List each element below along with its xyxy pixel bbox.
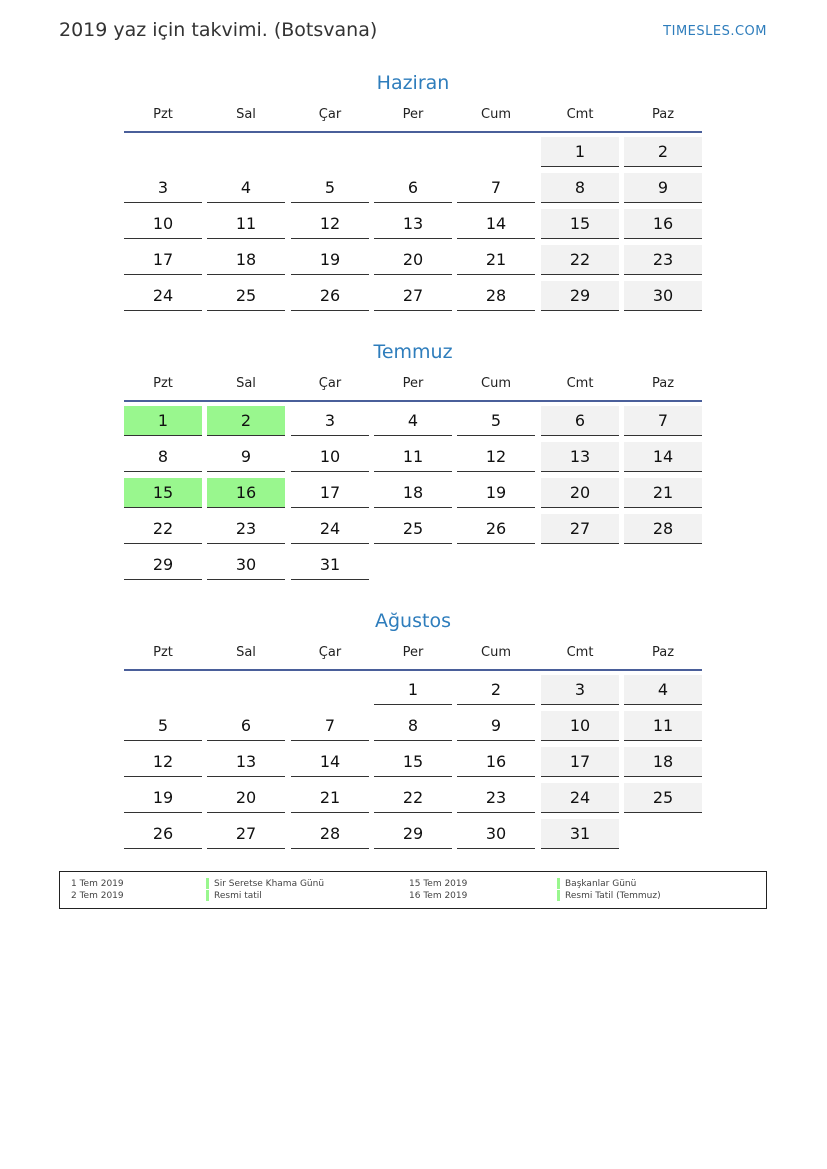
day-cell: 27 xyxy=(374,281,452,311)
day-cell: 25 xyxy=(374,514,452,544)
day-cell: 2 xyxy=(624,137,702,167)
day-cell: 15 xyxy=(374,747,452,777)
weekday-label: Pzt xyxy=(153,107,173,122)
legend-holiday xyxy=(557,890,661,902)
day-cell: 29 xyxy=(124,550,202,580)
day-cell: 31 xyxy=(291,550,369,580)
day-cell: 17 xyxy=(291,478,369,508)
day-cell: 4 xyxy=(207,173,285,203)
day-cell: 6 xyxy=(374,173,452,203)
weekday-label: Cmt xyxy=(566,645,594,660)
weekday-header xyxy=(124,101,702,133)
day-cell: 8 xyxy=(374,711,452,741)
day-cell: 30 xyxy=(457,819,535,849)
weekday-label: Paz xyxy=(651,376,675,391)
legend-name: Resmi Tatil (Temmuz) xyxy=(565,891,661,901)
day-cell: 12 xyxy=(124,747,202,777)
holiday-color-bar xyxy=(557,878,560,889)
week-grid xyxy=(124,406,702,586)
day-cell: 16 xyxy=(207,478,285,508)
weekday-label: Per xyxy=(402,645,424,660)
day-cell: 18 xyxy=(624,747,702,777)
day-cell: 11 xyxy=(374,442,452,472)
legend-name: Başkanlar Günü xyxy=(565,879,637,889)
day-cell: 7 xyxy=(624,406,702,436)
day-cell: 11 xyxy=(624,711,702,741)
day-cell: 30 xyxy=(624,281,702,311)
day-cell: 8 xyxy=(124,442,202,472)
day-cell: 28 xyxy=(624,514,702,544)
day-cell: 21 xyxy=(291,783,369,813)
legend-holiday xyxy=(206,890,262,902)
weekday-label: Cmt xyxy=(566,107,594,122)
day-cell: 25 xyxy=(207,281,285,311)
day-cell: 24 xyxy=(541,783,619,813)
legend-date: 15 Tem 2019 xyxy=(409,879,468,889)
day-cell: 25 xyxy=(624,783,702,813)
legend-holiday xyxy=(206,878,324,890)
week-grid xyxy=(124,137,702,317)
day-cell: 29 xyxy=(541,281,619,311)
legend-date: 1 Tem 2019 xyxy=(71,879,124,889)
day-cell: 9 xyxy=(207,442,285,472)
weekday-label: Cum xyxy=(481,107,511,122)
weekday-label: Sal xyxy=(236,107,256,122)
page-title: 2019 yaz için takvimi. (Botsvana) xyxy=(59,19,378,41)
weekday-label: Per xyxy=(402,107,424,122)
day-cell: 19 xyxy=(291,245,369,275)
month-title: Haziran xyxy=(376,72,450,94)
weekday-label: Paz xyxy=(651,645,675,660)
day-cell: 11 xyxy=(207,209,285,239)
day-cell: 30 xyxy=(207,550,285,580)
day-cell: 3 xyxy=(541,675,619,705)
legend-name: Resmi tatil xyxy=(214,891,262,901)
weekday-label: Çar xyxy=(318,107,342,122)
day-cell: 5 xyxy=(124,711,202,741)
day-cell: 23 xyxy=(624,245,702,275)
day-cell: 28 xyxy=(291,819,369,849)
month-june xyxy=(124,69,702,317)
holiday-color-bar xyxy=(206,878,209,889)
day-cell: 22 xyxy=(374,783,452,813)
day-cell: 15 xyxy=(124,478,202,508)
day-cell: 21 xyxy=(624,478,702,508)
day-cell: 7 xyxy=(291,711,369,741)
day-cell: 8 xyxy=(541,173,619,203)
day-cell: 22 xyxy=(541,245,619,275)
day-cell: 13 xyxy=(541,442,619,472)
weekday-label: Çar xyxy=(318,645,342,660)
day-cell: 22 xyxy=(124,514,202,544)
day-cell: 3 xyxy=(124,173,202,203)
day-cell: 12 xyxy=(457,442,535,472)
day-cell: 20 xyxy=(541,478,619,508)
day-cell: 1 xyxy=(124,406,202,436)
day-cell: 17 xyxy=(124,245,202,275)
day-cell: 6 xyxy=(541,406,619,436)
day-cell: 15 xyxy=(541,209,619,239)
day-cell: 29 xyxy=(374,819,452,849)
day-cell: 10 xyxy=(291,442,369,472)
day-cell: 4 xyxy=(374,406,452,436)
weekday-label: Çar xyxy=(318,376,342,391)
weekday-label: Pzt xyxy=(153,645,173,660)
day-cell: 7 xyxy=(457,173,535,203)
day-cell: 2 xyxy=(207,406,285,436)
month-august xyxy=(124,607,702,855)
day-cell: 2 xyxy=(457,675,535,705)
legend-name: Sir Seretse Khama Günü xyxy=(214,879,325,889)
day-cell: 4 xyxy=(624,675,702,705)
day-cell: 18 xyxy=(374,478,452,508)
month-title: Temmuz xyxy=(373,341,453,363)
day-cell: 9 xyxy=(457,711,535,741)
day-cell: 14 xyxy=(624,442,702,472)
legend-date: 2 Tem 2019 xyxy=(71,891,124,901)
day-cell: 6 xyxy=(207,711,285,741)
day-cell: 16 xyxy=(457,747,535,777)
day-cell: 14 xyxy=(291,747,369,777)
weekday-label: Sal xyxy=(236,376,256,391)
day-cell: 26 xyxy=(291,281,369,311)
month-july xyxy=(124,338,702,586)
day-cell: 31 xyxy=(541,819,619,849)
day-cell: 1 xyxy=(541,137,619,167)
weekday-header xyxy=(124,639,702,671)
weekday-header xyxy=(124,370,702,402)
day-cell: 26 xyxy=(124,819,202,849)
weekday-label: Cmt xyxy=(566,376,594,391)
day-cell: 20 xyxy=(374,245,452,275)
weekday-label: Cum xyxy=(481,376,511,391)
legend-holiday xyxy=(557,878,636,890)
holiday-color-bar xyxy=(206,890,209,901)
day-cell: 27 xyxy=(541,514,619,544)
holiday-color-bar xyxy=(557,890,560,901)
weekday-label: Paz xyxy=(651,107,675,122)
day-cell: 23 xyxy=(207,514,285,544)
day-cell: 19 xyxy=(124,783,202,813)
day-cell: 27 xyxy=(207,819,285,849)
day-cell: 16 xyxy=(624,209,702,239)
legend-date: 16 Tem 2019 xyxy=(409,891,468,901)
day-cell: 24 xyxy=(124,281,202,311)
day-cell: 23 xyxy=(457,783,535,813)
holiday-legend xyxy=(59,871,767,909)
day-cell: 5 xyxy=(457,406,535,436)
day-cell: 18 xyxy=(207,245,285,275)
day-cell: 19 xyxy=(457,478,535,508)
day-cell: 17 xyxy=(541,747,619,777)
weekday-label: Pzt xyxy=(153,376,173,391)
day-cell: 14 xyxy=(457,209,535,239)
weekday-label: Per xyxy=(402,376,424,391)
day-cell: 5 xyxy=(291,173,369,203)
day-cell: 12 xyxy=(291,209,369,239)
day-cell: 13 xyxy=(374,209,452,239)
day-cell: 9 xyxy=(624,173,702,203)
day-cell: 13 xyxy=(207,747,285,777)
day-cell: 28 xyxy=(457,281,535,311)
day-cell: 24 xyxy=(291,514,369,544)
day-cell: 10 xyxy=(124,209,202,239)
day-cell: 20 xyxy=(207,783,285,813)
weekday-label: Sal xyxy=(236,645,256,660)
site-link[interactable]: TIMESLES.COM xyxy=(663,24,767,39)
day-cell: 21 xyxy=(457,245,535,275)
week-grid xyxy=(124,675,702,855)
day-cell: 1 xyxy=(374,675,452,705)
day-cell: 3 xyxy=(291,406,369,436)
weekday-label: Cum xyxy=(481,645,511,660)
day-cell: 10 xyxy=(541,711,619,741)
month-title: Ağustos xyxy=(375,610,451,632)
day-cell: 26 xyxy=(457,514,535,544)
